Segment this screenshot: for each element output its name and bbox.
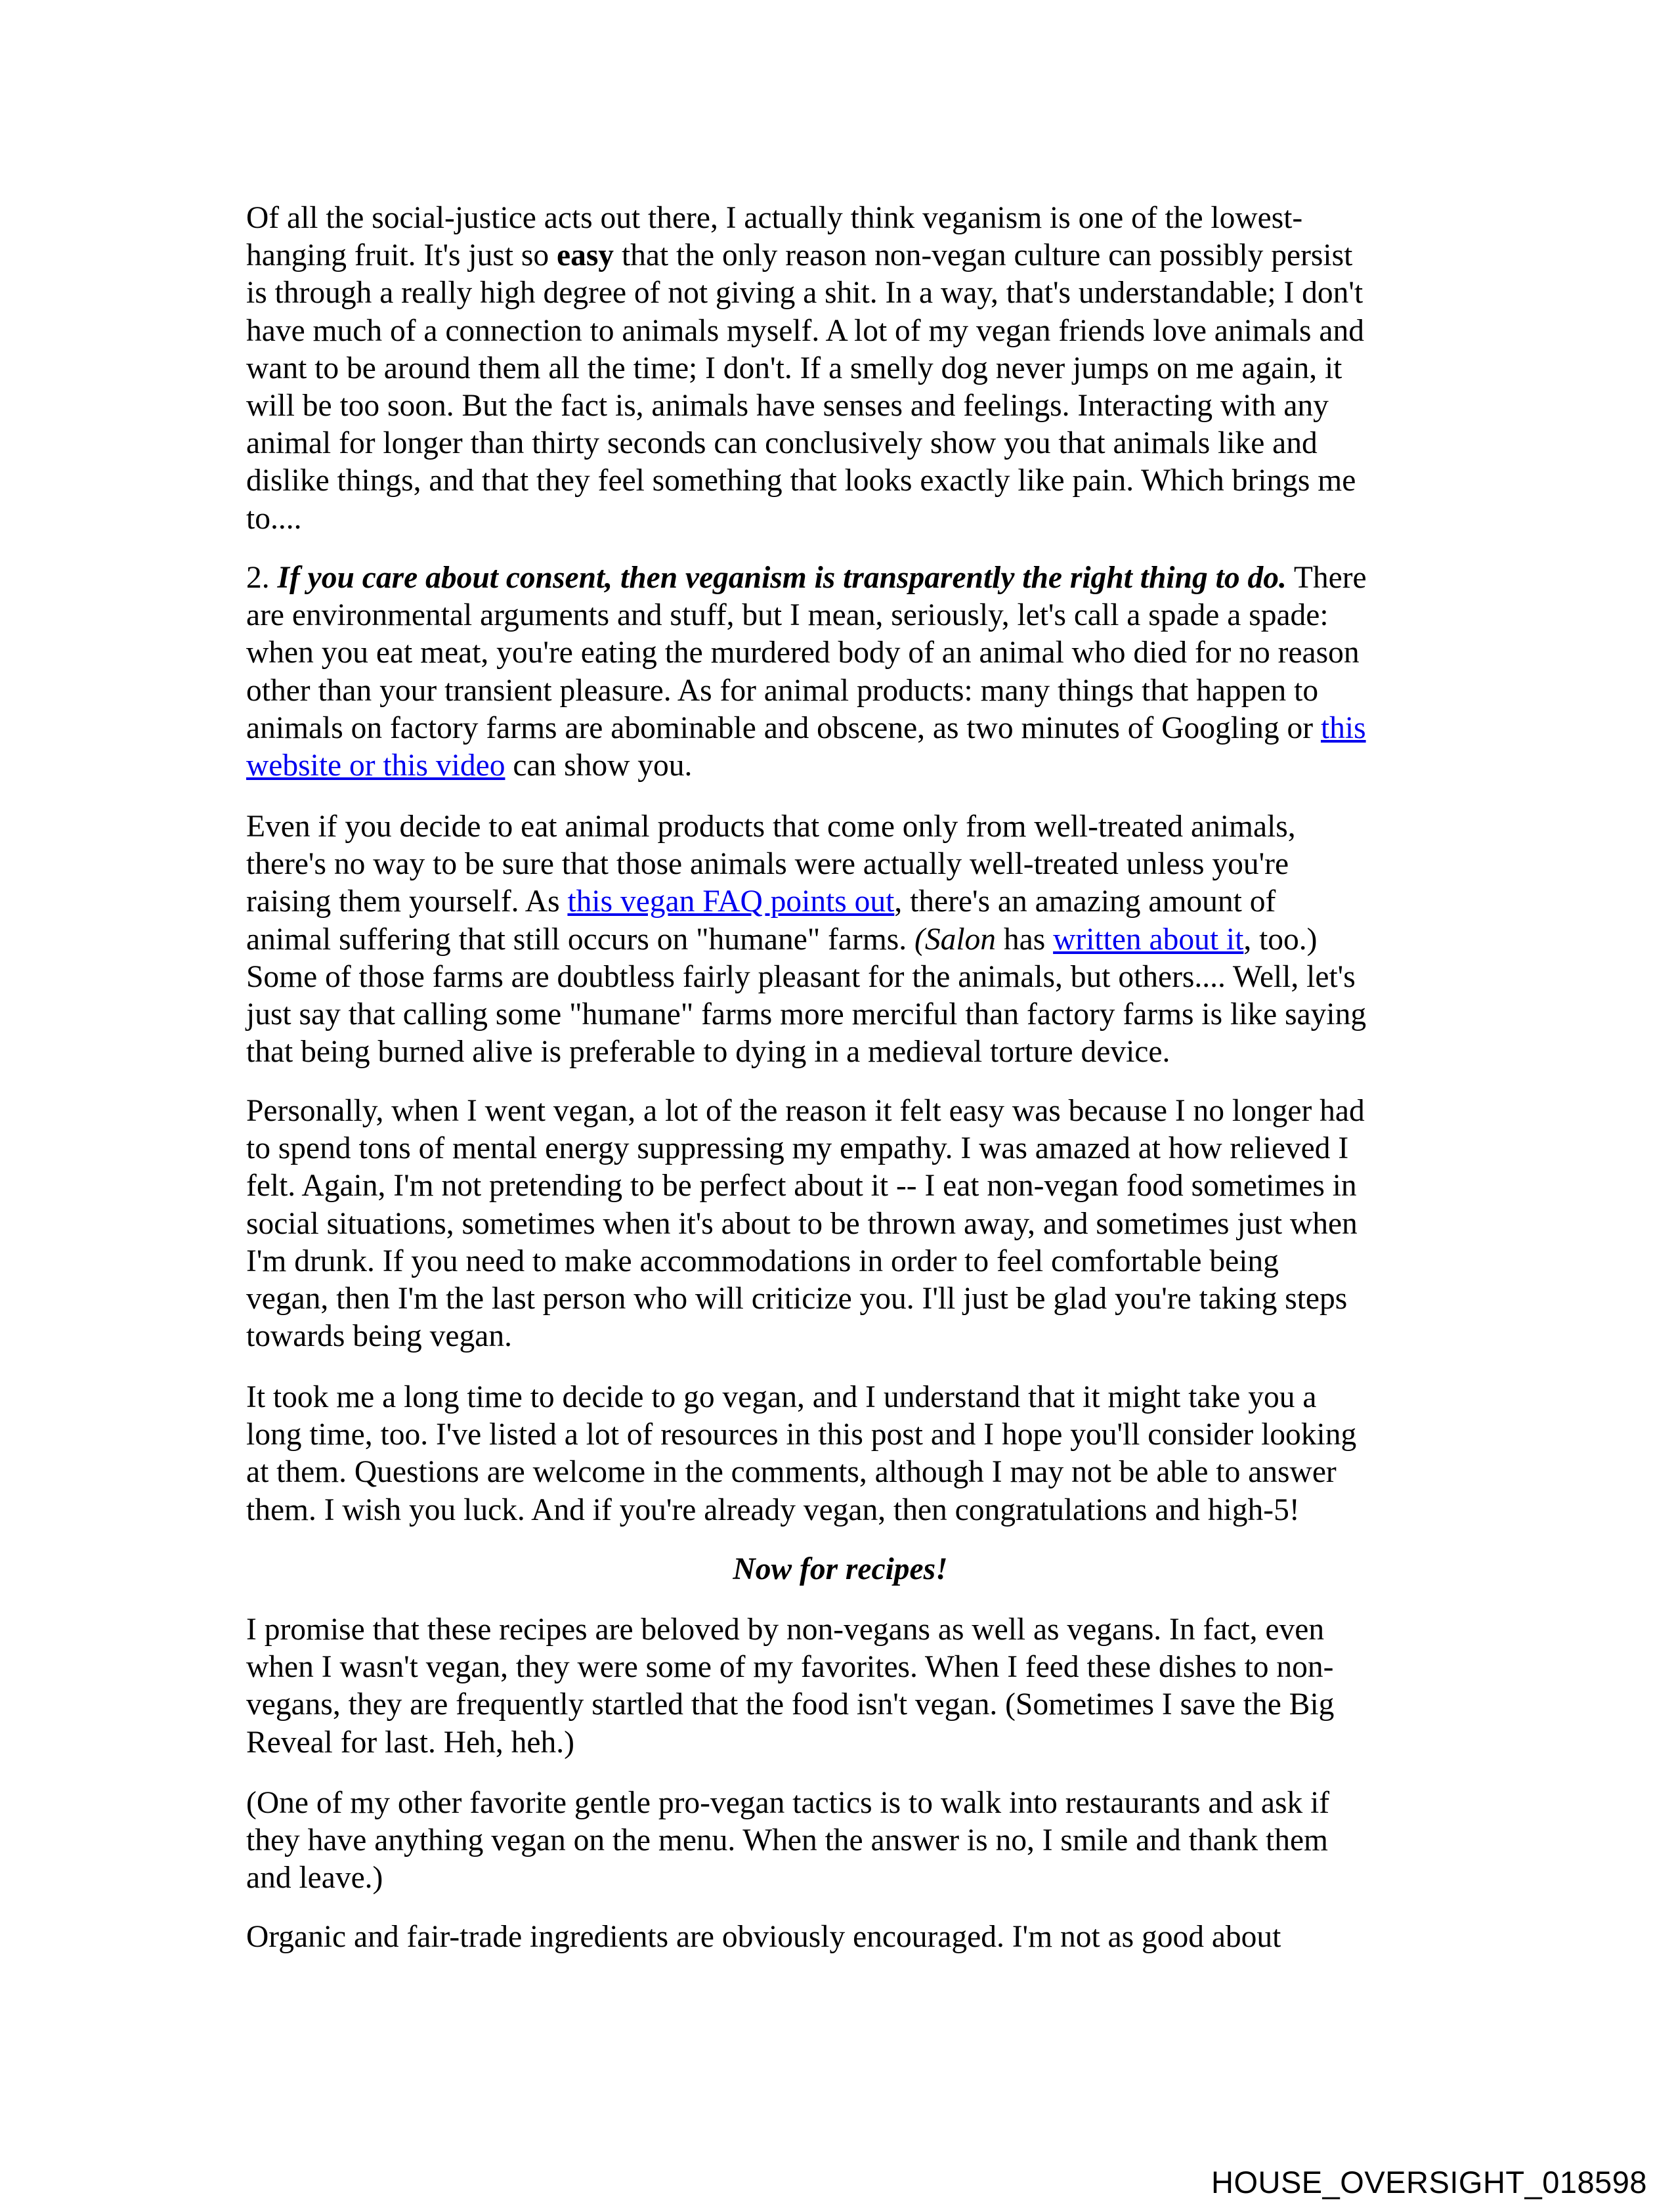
- text-run: Personally, when I went vegan, a lot of the reason it felt easy was because I no longer had: [246, 1094, 1365, 1128]
- text-run: I promise that these recipes are beloved by non-vegans as well as vegans. In fact, even: [246, 1613, 1325, 1647]
- text-line: [246, 996, 1366, 1033]
- text-run: will be too soon. But the fact is, animals have senses and feelings. Interacting with any: [246, 389, 1329, 423]
- text-line: [246, 1859, 1329, 1897]
- paragraph-3: [246, 808, 1366, 1071]
- text-line: [246, 1243, 1365, 1280]
- text-run: want to be around them all the time; I don't. If a smelly dog never jumps on me again, it: [246, 351, 1342, 385]
- emphasis-text: If you care about consent, then veganism is transparently the right thing to do.: [277, 561, 1287, 595]
- text-run: vegan, then I'm the last person who will criticize you. I'll just be glad you're taking steps: [246, 1282, 1348, 1316]
- text-run: them. I wish you luck. And if you're already vegan, then congratulations and high-5!: [246, 1492, 1300, 1527]
- text-line: [246, 672, 1367, 710]
- text-run: (One of my other favorite gentle pro-vegan tactics is to walk into restaurants and ask if: [246, 1786, 1330, 1820]
- text-line: [246, 1093, 1365, 1130]
- text-run: just say that calling some "humane" farms more merciful than factory farms is like saying: [246, 997, 1367, 1032]
- text-run: when you eat meat, you're eating the murdered body of an animal who died for no reason: [246, 636, 1360, 670]
- text-line: [246, 1686, 1334, 1724]
- text-line: [246, 959, 1366, 996]
- text-run: Even if you decide to eat animal products that come only from well-treated animals,: [246, 810, 1296, 844]
- emphasis-text: easy: [556, 238, 614, 273]
- text-run: other than your transient pleasure. As for animal products: many things that happen to: [246, 673, 1319, 708]
- hyperlink[interactable]: this vegan FAQ points out: [567, 884, 895, 919]
- text-line: [246, 1724, 1334, 1762]
- text-run: animal suffering that still occurs on "humane" farms.: [246, 922, 915, 957]
- text-run: , too.): [1243, 922, 1318, 957]
- text-line: [246, 1649, 1334, 1686]
- text-run: animal for longer than thirty seconds can conclusively show you that animals like and: [246, 426, 1318, 461]
- text-line: [246, 1785, 1329, 1822]
- paragraph-1: [246, 200, 1364, 538]
- text-run: they have anything vegan on the menu. When the answer is no, I smile and thank them: [246, 1823, 1329, 1858]
- text-run: Of all the social-justice acts out there, I actually think veganism is one of the lowest-: [246, 201, 1303, 235]
- text-run: has: [996, 922, 1054, 957]
- text-line: [246, 425, 1364, 462]
- text-line: [246, 1379, 1356, 1416]
- text-line: [246, 500, 1364, 538]
- text-line: [246, 1280, 1365, 1318]
- text-run: long time, too. I've listed a lot of resources in this post and I hope you'll consider looking: [246, 1418, 1357, 1452]
- text-line: [246, 200, 1364, 237]
- emphasis-text: Now for recipes!: [733, 1552, 948, 1586]
- hyperlink[interactable]: this: [1320, 710, 1366, 745]
- text-line: [246, 237, 1364, 274]
- paragraph-5: [246, 1379, 1356, 1529]
- section-heading: [246, 1551, 1434, 1588]
- text-run: felt. Again, I'm not pretending to be perfect about it -- I eat non-vegan food sometimes in: [246, 1169, 1357, 1204]
- text-run: at them. Questions are welcome in the comments, although I may not be able to answer: [246, 1455, 1337, 1490]
- text-run: 2.: [246, 561, 278, 595]
- hyperlink[interactable]: website or this video: [246, 748, 505, 783]
- text-run: raising them yourself. As: [246, 884, 568, 919]
- text-line: [246, 313, 1364, 350]
- text-run: to....: [246, 501, 302, 536]
- text-run: animals on factory farms are abominable and obscene, as two minutes of Googling or: [246, 710, 1321, 745]
- text-line: [246, 1130, 1365, 1167]
- text-line: [246, 387, 1364, 425]
- text-line: [246, 710, 1367, 747]
- hyperlink[interactable]: written about it: [1053, 922, 1244, 957]
- text-run: vegans, they are frequently startled that the food isn't vegan. (Sometimes I save the Big: [246, 1687, 1335, 1722]
- text-run: there's no way to be sure that those animals were actually well-treated unless you're: [246, 847, 1289, 882]
- text-run: that the only reason non-vegan culture can possibly persist: [614, 238, 1353, 273]
- text-line: [246, 1611, 1334, 1649]
- text-line: [246, 747, 1367, 785]
- emphasis-text: (Salon: [914, 922, 997, 957]
- text-run: dislike things, and that they feel something that looks exactly like pain. Which brings me: [246, 464, 1356, 498]
- text-run: when I wasn't vegan, they were some of my favorites. When I feed these dishes to non-: [246, 1650, 1334, 1685]
- text-run: Organic and fair-trade ingredients are obviously encouraged. I'm not as good about: [246, 1920, 1281, 1954]
- text-line: [246, 350, 1364, 387]
- text-line: [246, 921, 1366, 959]
- text-line: [246, 1454, 1356, 1491]
- text-run: There: [1286, 561, 1367, 595]
- text-line: [246, 1919, 1281, 1956]
- text-line: [246, 634, 1367, 672]
- paragraph-6: [246, 1611, 1334, 1762]
- text-line: [246, 559, 1367, 597]
- text-line: [246, 597, 1367, 634]
- text-run: have much of a connection to animals myself. A lot of my vegan friends love animals and: [246, 313, 1364, 348]
- text-run: can show you.: [505, 748, 693, 783]
- text-line: [246, 1033, 1366, 1071]
- text-line: [246, 1416, 1356, 1454]
- text-run: to spend tons of mental energy suppressing my empathy. I was amazed at how relieved I: [246, 1131, 1349, 1166]
- text-line: [246, 1318, 1365, 1355]
- text-run: , there's an amazing amount of: [894, 884, 1276, 919]
- text-run: Reveal for last. Heh, heh.): [246, 1725, 574, 1760]
- text-line: [246, 1551, 1434, 1588]
- text-line: [246, 274, 1364, 312]
- text-line: [246, 1492, 1356, 1529]
- text-line: [246, 1822, 1329, 1859]
- text-line: [246, 846, 1366, 883]
- text-line: [246, 808, 1366, 846]
- bates-number: HOUSE_OVERSIGHT_018598: [1211, 2165, 1648, 2200]
- text-line: [246, 1205, 1365, 1243]
- paragraph-2: [246, 559, 1367, 785]
- paragraph-7: [246, 1785, 1329, 1898]
- text-run: is through a really high degree of not giving a shit. In a way, that's understandable; I don't: [246, 276, 1363, 311]
- paragraph-4: [246, 1093, 1365, 1355]
- text-run: hanging fruit. It's just so: [246, 238, 557, 273]
- text-line: [246, 462, 1364, 500]
- text-run: It took me a long time to decide to go vegan, and I understand that it might take you a: [246, 1380, 1317, 1414]
- text-run: and leave.): [246, 1861, 383, 1896]
- text-line: [246, 1167, 1365, 1205]
- text-run: are environmental arguments and stuff, but I mean, seriously, let's call a spade a spade:: [246, 598, 1329, 633]
- text-line: [246, 883, 1366, 921]
- text-run: that being burned alive is preferable to dying in a medieval torture device.: [246, 1035, 1170, 1070]
- text-run: I'm drunk. If you need to make accommodations in order to feel comfortable being: [246, 1244, 1279, 1278]
- text-run: social situations, sometimes when it's about to be thrown away, and sometimes just when: [246, 1206, 1358, 1241]
- text-run: towards being vegan.: [246, 1319, 512, 1354]
- paragraph-8: [246, 1919, 1281, 1956]
- text-run: Some of those farms are doubtless fairly pleasant for the animals, but others.... Well, let's: [246, 959, 1356, 994]
